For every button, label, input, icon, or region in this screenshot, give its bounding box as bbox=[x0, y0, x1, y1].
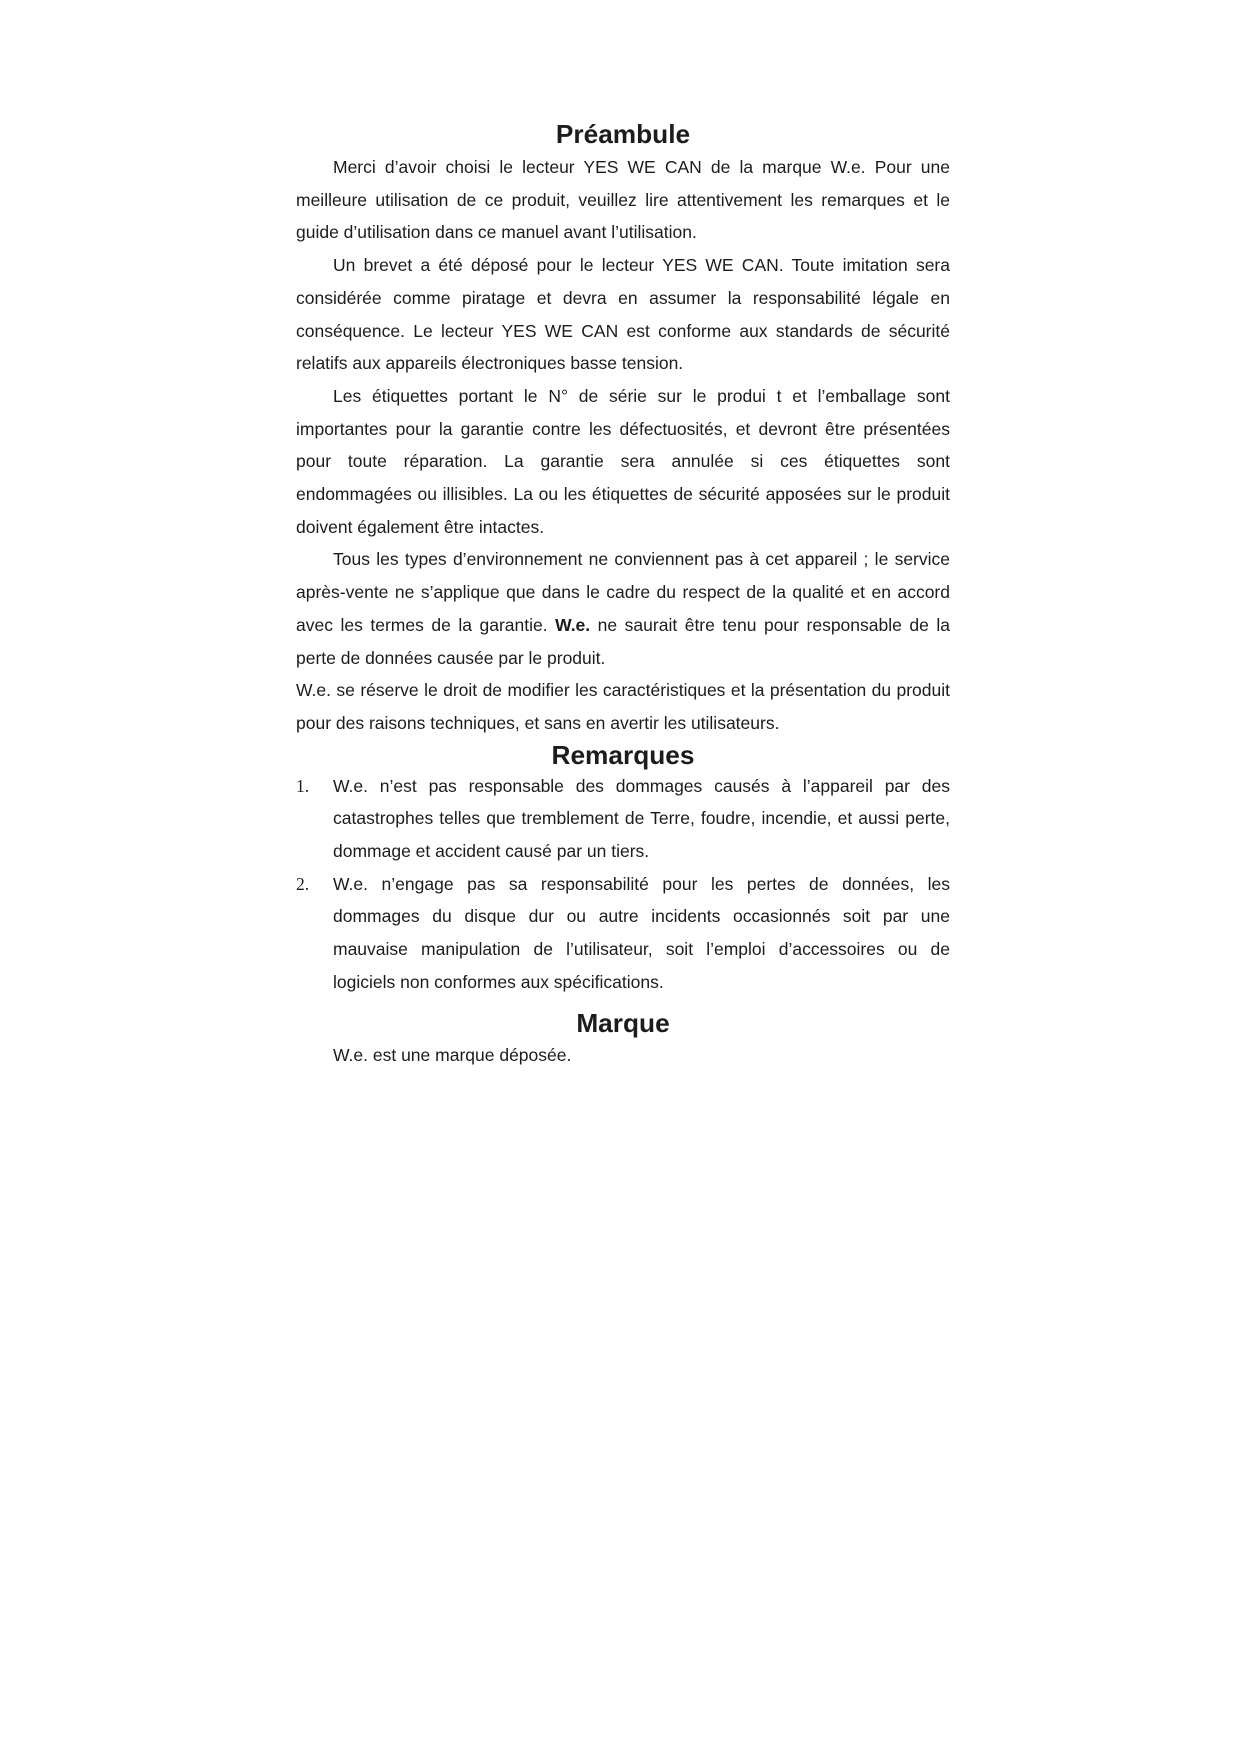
list-item-text: W.e. n’est pas responsable des dommages causés à l’appareil par des catastrophes telles que tremblement de Terre, foudre, incendie, et aussi perte, dommage et accident causé par un tiers. bbox=[333, 775, 950, 862]
preambule-paragraph-3: Les étiquettes portant le N° de série sur le produi t et l’emballage sont importantes pour la garantie contre les défectuosités, et devront être présentées pour toute réparation. La garantie sera annulée si ces étiquettes sont endommagées ou illisibles. La ou les étiquettes de sécurité apposées sur le produit doivent également être intactes. bbox=[296, 385, 950, 537]
marque-paragraph: W.e. est une marque déposée. bbox=[333, 1044, 572, 1065]
preambule-paragraph-2: Un brevet a été déposé pour le lecteur YES WE CAN. Toute imitation sera considérée comme piratage et devra en assumer la responsabilité légale en conséquence. Le lecteur YES WE CAN est conforme aux standards de sécurité relatifs aux appareils électroniques basse tension. bbox=[296, 255, 950, 374]
document-page bbox=[296, 118, 950, 1071]
preambule-heading: Préambule bbox=[555, 119, 691, 149]
brand-name-bold: W.e. bbox=[555, 614, 591, 635]
remarques-list bbox=[296, 770, 950, 999]
preambule-paragraph-4 bbox=[296, 543, 950, 674]
list-item bbox=[296, 868, 950, 999]
marque-heading: Marque bbox=[576, 1007, 670, 1038]
preambule-paragraph-1: Merci d’avoir choisi le lecteur YES WE CAN de la marque W.e. Pour une meilleure utilisation de ce produit, veuillez lire attentivement les remarques et le guide d’utilisation dans ce manuel avant l’utilisation. bbox=[296, 157, 950, 243]
paragraph-4-text-start: Tous les types d’environnement ne conviennent pas à cet appareil ; le service après-vente ne s’applique que dans le cadre du respect de la qualité et en accord avec les termes de la garantie. bbox=[296, 549, 950, 635]
remarques-heading: Remarques bbox=[551, 739, 695, 770]
list-item bbox=[296, 770, 950, 868]
list-item-text: W.e. n’engage pas sa responsabilité pour les pertes de données, les dommages du disque dur ou autre incidents occasionnés soit par une mauvaise manipulation de l’utilisateur, soit l’emploi d’accessoires ou de logiciels non conformes aux spécifications. bbox=[333, 873, 950, 992]
list-item-number: 1. bbox=[296, 775, 310, 796]
paragraph-4-text-end: ne saurait être tenu pour responsable de la perte de données causée par le produit. bbox=[296, 614, 950, 668]
list-item-number: 2. bbox=[296, 873, 310, 894]
preambule-paragraph-5: W.e. se réserve le droit de modifier les caractéristiques et la présentation du produit pour des raisons techniques, et sans en avertir les utilisateurs. bbox=[296, 680, 950, 733]
